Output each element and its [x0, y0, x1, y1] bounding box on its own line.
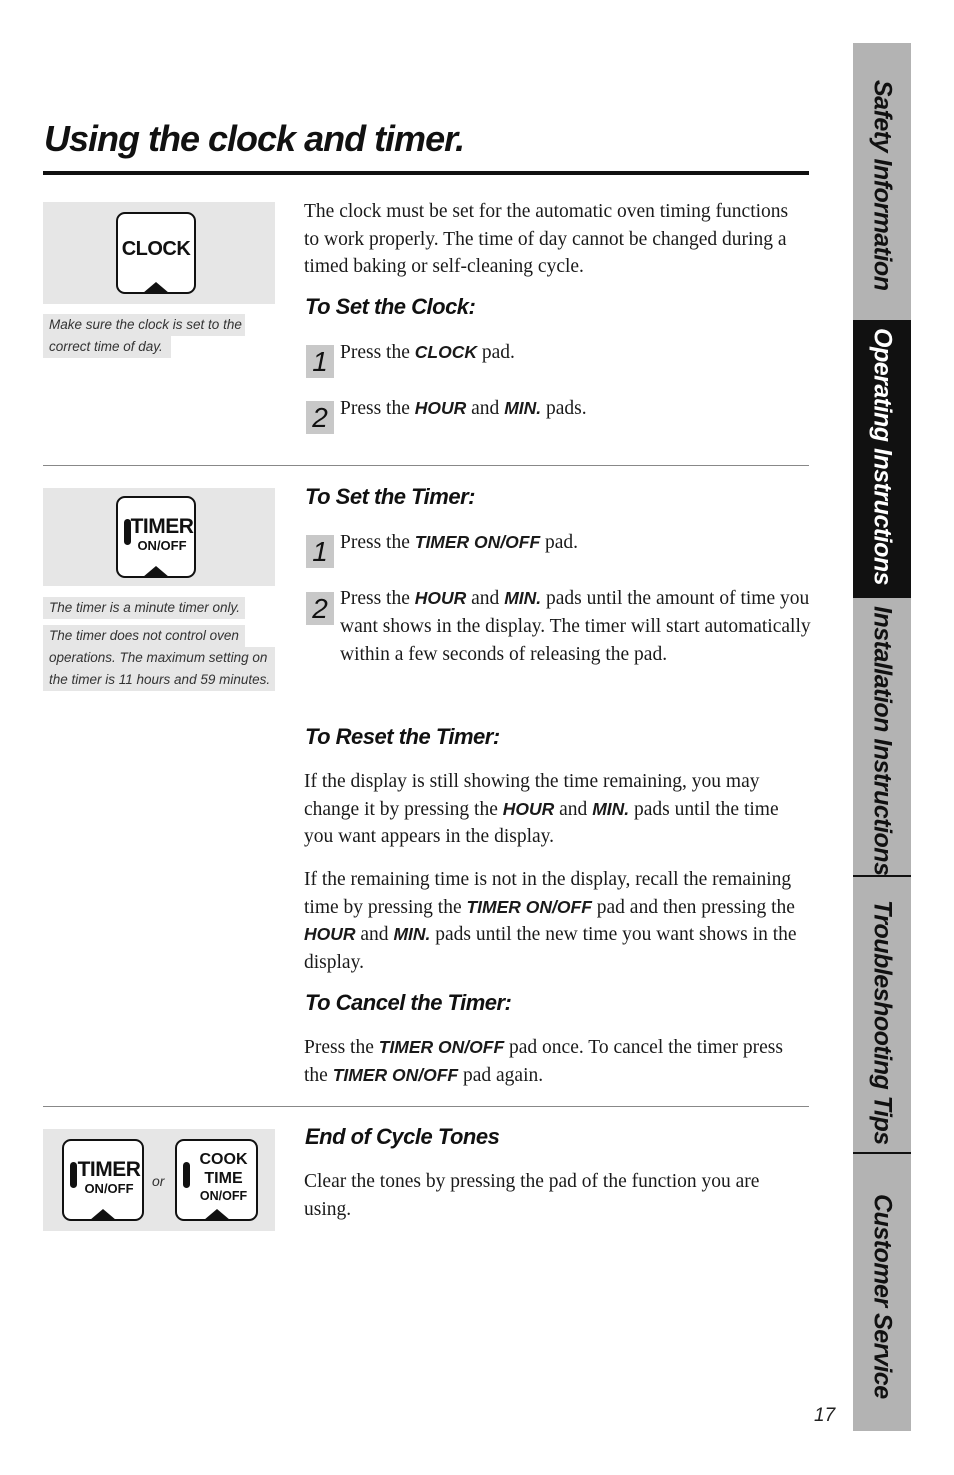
page-number: 17 [814, 1405, 836, 1426]
set-clock-step-2: Press the HOUR and MIN. pads. [340, 398, 587, 419]
reset-timer-heading: To Reset the Timer: [305, 724, 500, 749]
cook-time-pad: COOK TIME ON/OFF [175, 1139, 258, 1221]
tab-customer-service[interactable]: Customer Service [868, 1194, 897, 1399]
cancel-timer-heading: To Cancel the Timer: [305, 990, 512, 1015]
timer-pad-label: TIMER [130, 515, 194, 538]
pad-arrow-icon [90, 1209, 116, 1220]
step-number-badge: 1 [306, 535, 334, 568]
timer-pad [116, 496, 196, 578]
timer-pad-sublabel: ON/OFF [84, 1181, 134, 1196]
timer-pad-label: TIMER [77, 1158, 141, 1181]
tones-heading: End of Cycle Tones [305, 1124, 500, 1149]
cancel-paragraph: Press the TIMER ON/OFF pad once. To cancel the timer press the TIMER ON/OFF pad again. [304, 1037, 783, 1086]
title-rule [43, 171, 809, 175]
pad-arrow-icon [204, 1209, 230, 1220]
page-title: Using the clock and timer. [44, 118, 465, 159]
step-number-badge: 2 [306, 592, 334, 625]
set-timer-heading: To Set the Timer: [305, 484, 475, 509]
timer-pad [62, 1139, 144, 1221]
set-clock-step-1: Press the CLOCK pad. [340, 342, 515, 363]
clock-pad-panel [43, 202, 275, 304]
step-number-badge: 1 [306, 345, 334, 378]
reset-paragraph-1: If the display is still showing the time remaining, you may change it by pressing the HOUR and MIN. pads until the time you want appears in the display. [304, 771, 779, 847]
tab-separator [853, 875, 911, 877]
tab-installation-instructions[interactable]: Installation Instructions [868, 606, 897, 876]
set-clock-heading: To Set the Clock: [305, 294, 476, 319]
pad-arrow-icon [143, 566, 169, 577]
clock-intro: The clock must be set for the automatic oven timing functions to work properly. The time of day cannot be changed during a timed baking or self-cleaning cycle. [304, 201, 789, 277]
tab-separator [853, 1152, 911, 1154]
set-timer-step-1: Press the TIMER ON/OFF pad. [340, 532, 579, 553]
tab-safety-information[interactable]: Safety Information [868, 80, 897, 291]
timer-pad-sublabel: ON/OFF [137, 538, 187, 553]
section-divider [43, 1106, 809, 1107]
clock-pad [116, 212, 196, 294]
tab-troubleshooting-tips[interactable]: Troubleshooting Tips [868, 900, 897, 1145]
set-timer-step-2: Press the HOUR and MIN. pads until the amount of time you want shows in the display. The timer will start automatically within a few seconds of releasing the pad. [340, 588, 811, 665]
tones-paragraph: Clear the tones by pressing the pad of the function you are using. [304, 1171, 760, 1220]
or-label: or [152, 1173, 165, 1189]
reset-paragraph-2: If the remaining time is not in the display, recall the remaining time by pressing the TIMER ON/OFF pad and then pressing the HOUR and MIN. pads until the new time you want shows in the display. [304, 869, 797, 973]
section-divider [43, 465, 809, 466]
step-number-badge: 2 [306, 401, 334, 434]
clock-pad-label: CLOCK [121, 238, 191, 260]
pad-arrow-icon [143, 282, 169, 293]
timer-pad-panel [43, 488, 275, 586]
tab-operating-instructions[interactable]: Operating Instructions [853, 320, 911, 598]
